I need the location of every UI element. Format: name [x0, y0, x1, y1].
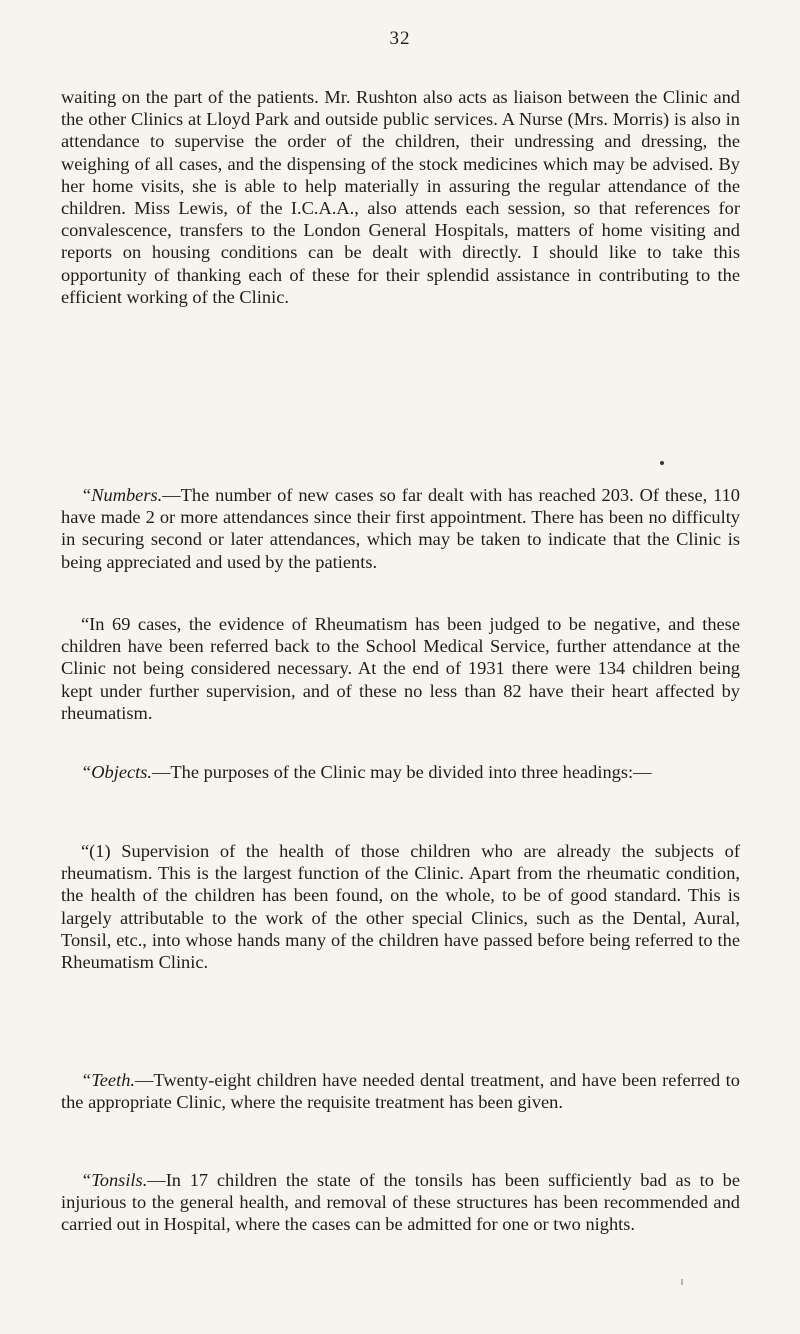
paragraph-text: —In 17 children the state of the tonsils has been sufficiently bad as to be injurious to the general health, and removal of these structures has been recommended and carried out in Hospital, where the cases can be admitted for one or two nights. — [61, 1170, 740, 1235]
paragraph-supervision — [61, 840, 740, 973]
paragraph-text: waiting on the part of the patients. Mr. Rushton also acts as liaison between the Clinic and the other Clinics at Lloyd Park and outside public services. A Nurse (Mrs. Morris) is also in attendance to supervise the order of the children, their undressing and dressing, the weighing of all cases, and the dispensing of the stock medicines which may be advised. By her home visits, she is able to help materially in assuring the regular attendance of the children. Miss Lewis, of the I.C.A.A., also attends each session, so that references for convalescence, transfers to the London General Hospitals, matters of home visiting and reports on housing conditions can be dealt with directly. I should like to take this opportunity of thanking each of these for their splendid assistance in contributing to the efficient working of the Clinic. — [61, 87, 740, 307]
section-heading-teeth: “Teeth. — [81, 1070, 135, 1090]
paragraph-text: “(1) Supervision of the health of those children who are already the subjects of rheumatism. This is the largest function of the Clinic. Apart from the rheumatic condition, the health of the children has been found, on the whole, to be of good standard. This is largely attributable to the work of the other special Clinics, such as the Dental, Aural, Tonsil, etc., into whose hands many of the children have passed before being referred to the Rheumatism Clinic. — [61, 841, 740, 973]
paragraph-tonsils — [61, 1169, 740, 1236]
paragraph-text: “In 69 cases, the evidence of Rheumatism has been judged to be negative, and these children have been referred back to the School Medical Service, further attendance at the Clinic not being considered necessary. At the end of 1931 there were 134 children being kept under further supervision, and of these no less than 82 have their heart affected by rheumatism. — [61, 614, 740, 723]
paragraph-numbers — [61, 484, 740, 573]
paragraph-text: —Twenty-eight children have needed dental treatment, and have been referred to the appropriate Clinic, where the requisite treatment has been given. — [61, 1070, 740, 1113]
section-heading-tonsils: “Tonsils. — [81, 1170, 148, 1190]
paragraph-text: —The purposes of the Clinic may be divided into three headings:— — [152, 762, 652, 782]
page-number: 32 — [389, 28, 411, 49]
paragraph-rheumatism-cases — [61, 613, 740, 724]
paper-speck — [681, 1279, 683, 1285]
section-heading-numbers: “Numbers. — [81, 485, 163, 505]
stray-mark — [660, 461, 664, 465]
paragraph-objects — [61, 761, 740, 783]
paragraph-staff — [61, 86, 740, 308]
section-heading-objects: “Objects. — [81, 762, 153, 782]
paragraph-teeth — [61, 1069, 740, 1113]
paragraph-text: —The number of new cases so far dealt with has reached 203. Of these, 110 have made 2 or more attendances since their first appointment. There has been no difficulty in securing second or later attendances, which may be taken to indicate that the Clinic is being appreciated and used by the patients. — [61, 485, 740, 572]
